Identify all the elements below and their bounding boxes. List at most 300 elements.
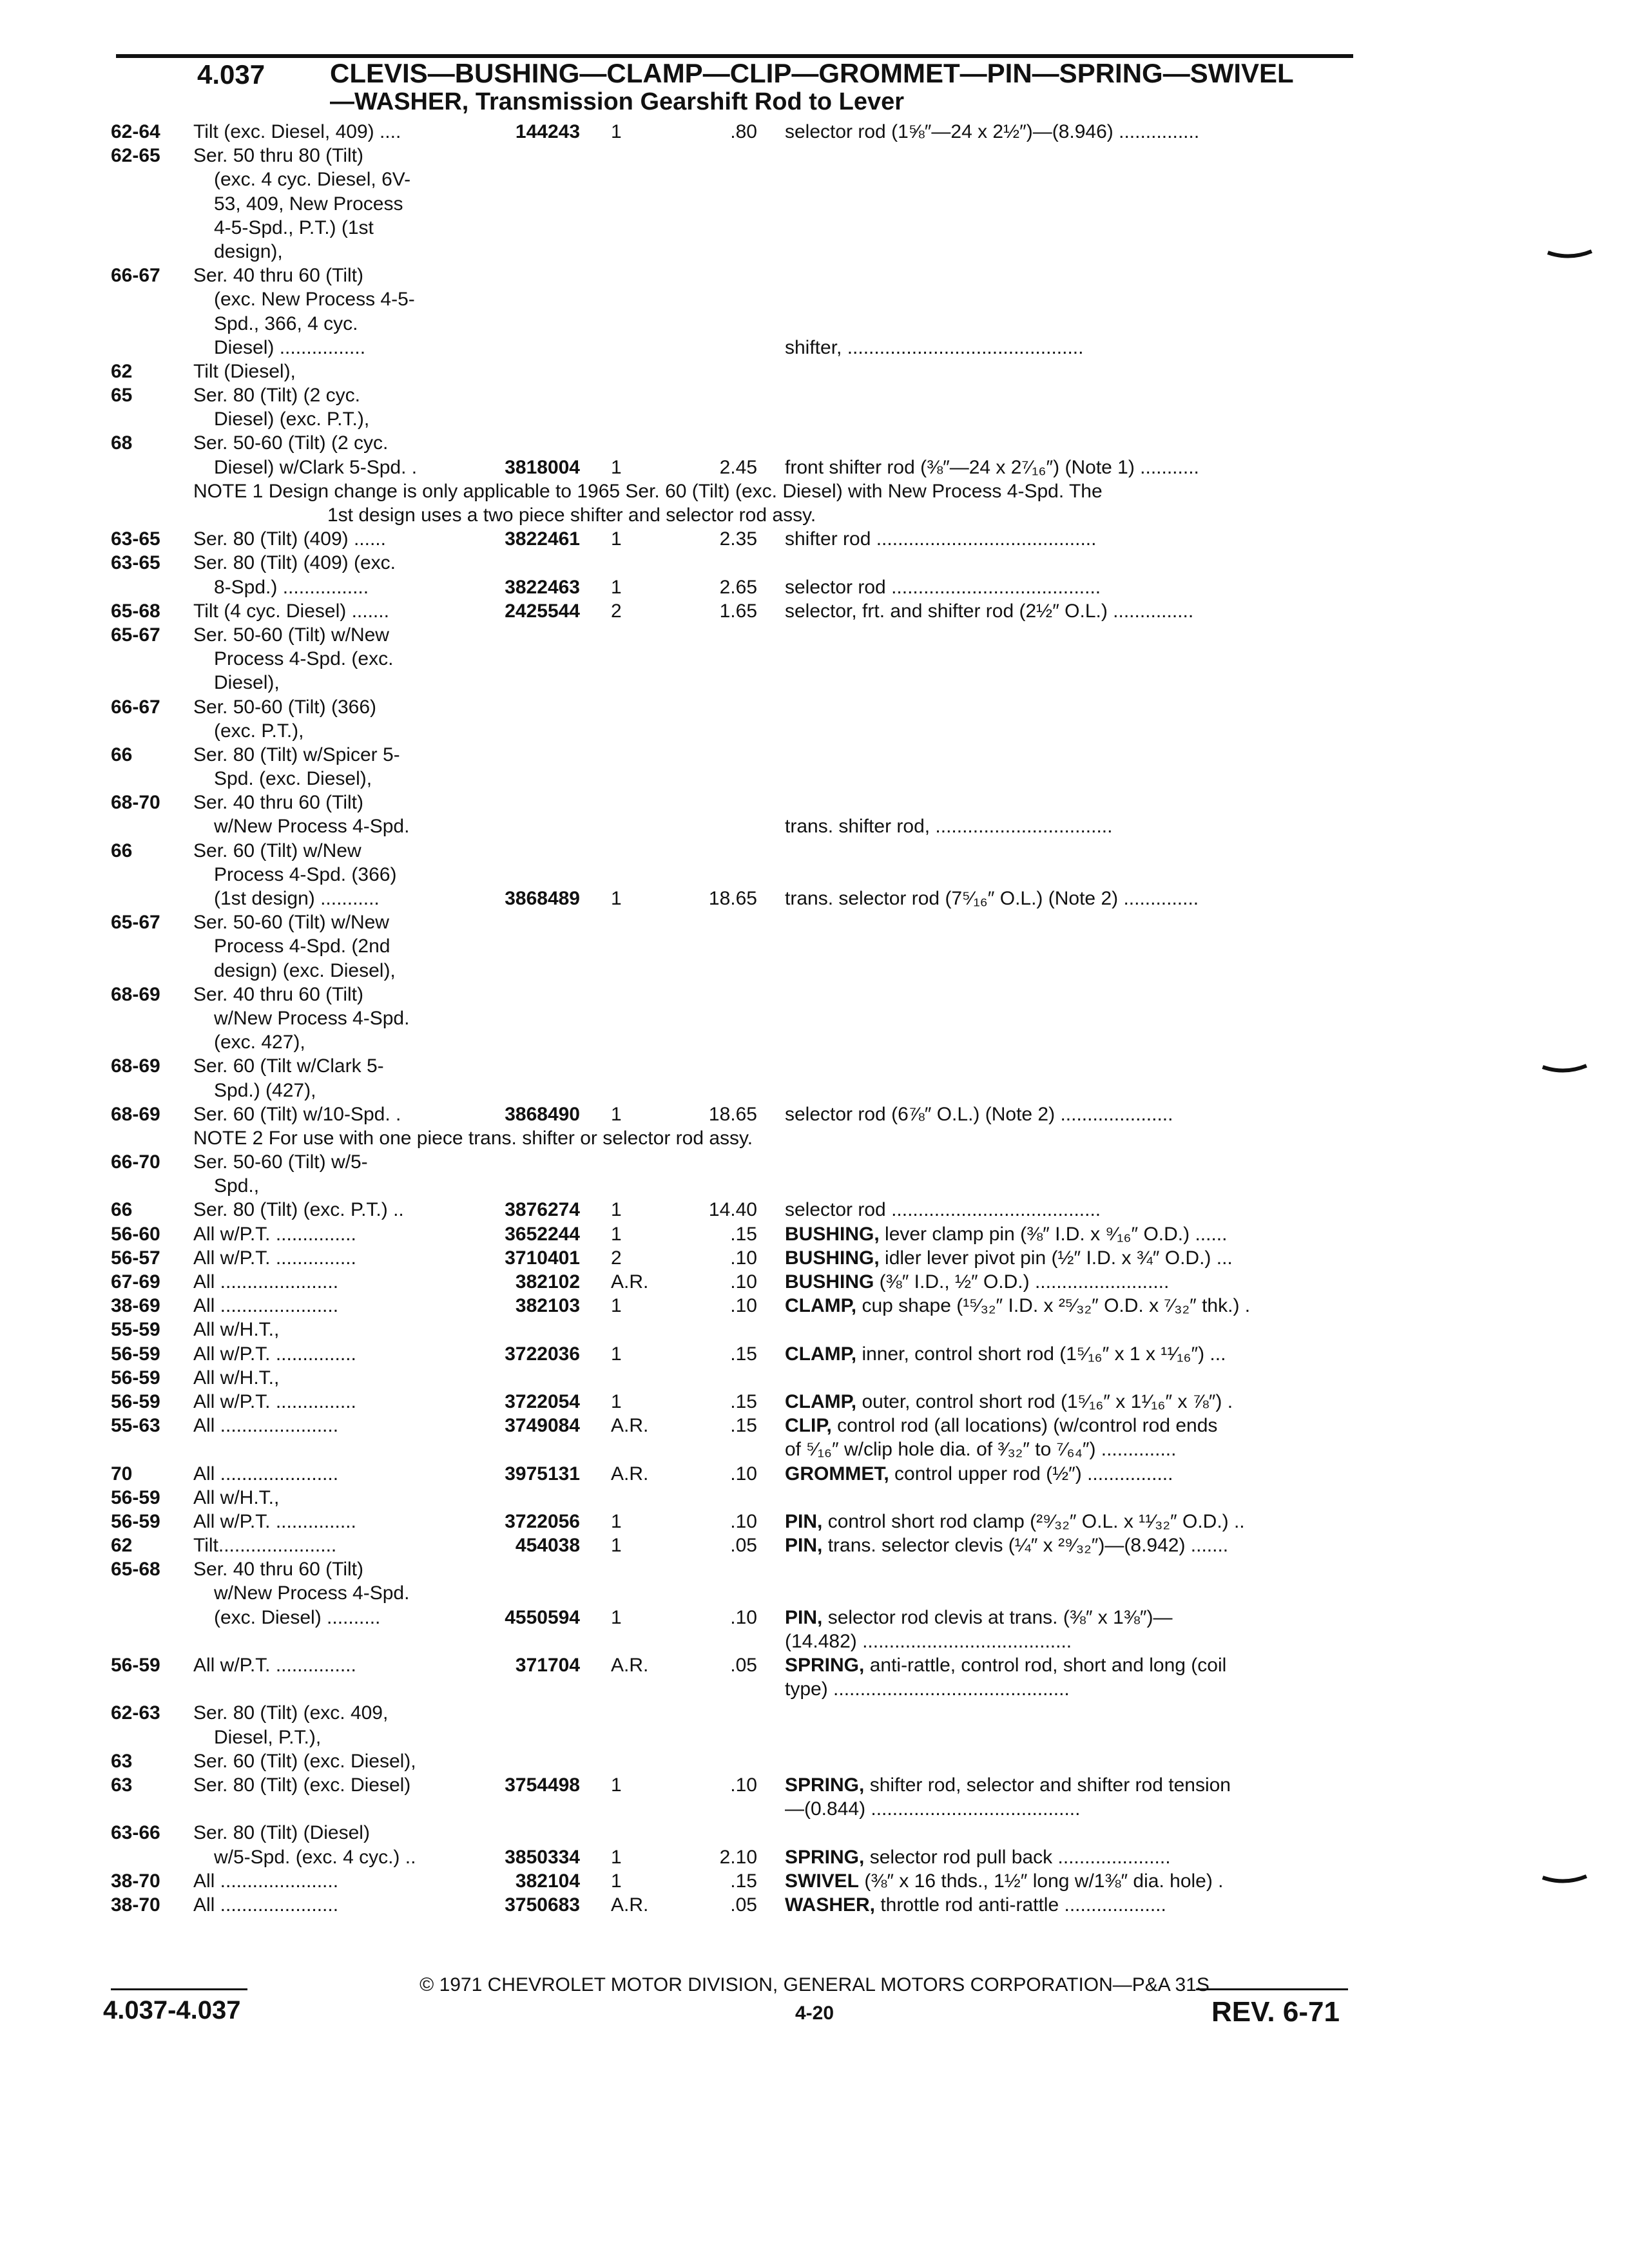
table-row xyxy=(0,1318,1629,1341)
model-years: 38-70 xyxy=(111,1870,160,1892)
part-detail: control upper rod (½″) ................ xyxy=(889,1463,1173,1485)
model-years: 62 xyxy=(111,360,133,382)
quantity: 1 xyxy=(611,121,622,142)
table-row xyxy=(0,1581,1629,1605)
model-years: 56-59 xyxy=(111,1390,160,1412)
part-detail: control short rod clamp (²⁹⁄₃₂″ O.L. x ¹¹⁄₃₂″ O.D.) .. xyxy=(822,1510,1245,1532)
model-years: 62-63 xyxy=(111,1702,160,1724)
application-desc: Process 4-Spd. (366) xyxy=(214,863,397,885)
application-desc: Ser. 80 (Tilt) (Diesel) xyxy=(193,1822,370,1844)
application-desc: (exc. P.T.), xyxy=(214,720,304,742)
table-row xyxy=(0,1342,1629,1366)
part-description xyxy=(785,1510,1245,1533)
application-desc: 4-5-Spd., P.T.) (1st xyxy=(214,216,374,238)
application-desc: Ser. 80 (Tilt) (409) ...... xyxy=(193,528,386,550)
part-name: CLIP, xyxy=(785,1415,832,1437)
part-number: 382103 xyxy=(515,1295,580,1317)
table-row xyxy=(0,910,1629,934)
table-row xyxy=(0,1198,1629,1222)
application-desc: Ser. 40 thru 60 (Tilt) xyxy=(193,265,363,287)
parts-list xyxy=(0,120,1629,1917)
application-desc: Spd.) (427), xyxy=(214,1079,316,1101)
part-name: PIN, xyxy=(785,1606,823,1628)
part-detail: outer, control short rod (1⁵⁄₁₆″ x 1¹⁄₁₆″ x ⅞″) . xyxy=(856,1390,1233,1412)
application-desc: Ser. 60 (Tilt w/Clark 5- xyxy=(193,1055,384,1077)
part-number: 3722054 xyxy=(505,1390,580,1412)
price: 18.65 xyxy=(708,1103,757,1125)
quantity: 2 xyxy=(611,600,622,622)
part-detail: anti-rattle, control rod, short and long (coil xyxy=(864,1655,1227,1676)
part-number: 382102 xyxy=(515,1271,580,1293)
quantity: 1 xyxy=(611,1774,622,1796)
table-row xyxy=(0,1486,1629,1510)
price: .15 xyxy=(730,1390,757,1412)
application-desc: Ser. 80 (Tilt) (exc. Diesel) xyxy=(193,1774,411,1796)
model-years: 56-59 xyxy=(111,1343,160,1365)
price: .05 xyxy=(730,1894,757,1916)
section-number: 4.037 xyxy=(197,59,265,90)
part-name: BUSHING, xyxy=(785,1247,880,1269)
model-years: 65 xyxy=(111,385,133,407)
part-detail: selector rod pull back ..................... xyxy=(864,1846,1171,1868)
application-desc: Ser. 60 (Tilt) w/10-Spd. . xyxy=(193,1103,401,1125)
application-desc: Diesel, P.T.), xyxy=(214,1726,322,1748)
application-desc: (exc. Diesel) .......... xyxy=(214,1606,381,1628)
application-desc: Ser. 80 (Tilt) (2 cyc. xyxy=(193,385,360,407)
part-description xyxy=(785,1102,1173,1126)
part-detail: idler lever pivot pin (½″ I.D. x ¾″ O.D.) ... xyxy=(879,1247,1233,1269)
table-row xyxy=(0,264,1629,287)
table-row xyxy=(0,791,1629,814)
model-years: 70 xyxy=(111,1463,133,1485)
application-desc: (exc. 427), xyxy=(214,1032,305,1053)
model-years: 68-70 xyxy=(111,792,160,814)
table-row xyxy=(0,767,1629,791)
margin-mark xyxy=(1541,1874,1588,1888)
table-row xyxy=(0,1533,1629,1557)
application-desc: Ser. 80 (Tilt) (409) (exc. xyxy=(193,552,396,574)
page-number: 4-20 xyxy=(795,2003,834,2024)
part-name: CLAMP, xyxy=(785,1295,857,1317)
application-desc: w/New Process 4-Spd. xyxy=(214,816,410,838)
table-row xyxy=(0,312,1629,336)
table-row xyxy=(0,1677,1629,1701)
part-description xyxy=(785,599,1193,623)
model-years: 56-59 xyxy=(111,1486,160,1508)
part-description xyxy=(785,1629,1072,1653)
part-name: SPRING, xyxy=(785,1655,865,1676)
part-name: BUSHING, xyxy=(785,1223,880,1245)
part-description xyxy=(785,1533,1228,1557)
part-detail: selector, frt. and shifter rod (2½″ O.L.) ............... xyxy=(785,600,1194,622)
part-number: 454038 xyxy=(515,1535,580,1557)
part-detail: shifter rod ......................................... xyxy=(785,528,1097,550)
application-desc: Ser. 60 (Tilt) w/New xyxy=(193,840,361,861)
price: .15 xyxy=(730,1343,757,1365)
table-row xyxy=(0,1606,1629,1629)
application-desc: Tilt (exc. Diesel, 409) .... xyxy=(193,121,401,142)
part-description xyxy=(785,1342,1226,1366)
note-row xyxy=(0,1126,1629,1150)
application-desc: All ...................... xyxy=(193,1295,339,1317)
table-row xyxy=(0,647,1629,671)
part-detail: trans. selector clevis (¼″ x ²⁹⁄₃₂″)—(8.942) ....... xyxy=(822,1535,1229,1557)
table-row xyxy=(0,1893,1629,1917)
application-desc: w/New Process 4-Spd. xyxy=(214,1582,410,1604)
price: .10 xyxy=(730,1606,757,1628)
model-years: 63 xyxy=(111,1774,133,1796)
model-years: 67-69 xyxy=(111,1271,160,1293)
model-years: 68-69 xyxy=(111,1055,160,1077)
table-row xyxy=(0,1749,1629,1773)
application-desc: All w/H.T., xyxy=(193,1486,280,1508)
application-desc: All w/P.T. ............... xyxy=(193,1655,356,1676)
part-detail: trans. shifter rod, ................................. xyxy=(785,816,1113,838)
table-row xyxy=(0,1006,1629,1030)
quantity: A.R. xyxy=(611,1463,649,1485)
part-number: 3868489 xyxy=(505,888,580,909)
application-desc: All w/H.T., xyxy=(193,1319,280,1341)
price: .15 xyxy=(730,1415,757,1437)
model-years: 65-68 xyxy=(111,1559,160,1581)
quantity: A.R. xyxy=(611,1655,649,1676)
model-years: 68-69 xyxy=(111,1103,160,1125)
table-row xyxy=(0,1054,1629,1078)
table-row xyxy=(0,360,1629,383)
model-years: 66 xyxy=(111,1199,133,1221)
model-years: 65-67 xyxy=(111,624,160,646)
application-desc: Spd., xyxy=(214,1175,260,1197)
application-desc: Tilt (4 cyc. Diesel) ....... xyxy=(193,600,389,622)
table-row xyxy=(0,983,1629,1006)
model-years: 55-59 xyxy=(111,1319,160,1341)
part-name: PIN, xyxy=(785,1510,823,1532)
part-detail: —(0.844) ....................................... xyxy=(785,1798,1081,1820)
table-row xyxy=(0,863,1629,887)
price: 2.45 xyxy=(719,456,757,478)
table-row xyxy=(0,934,1629,958)
part-description xyxy=(785,1677,1070,1701)
part-description xyxy=(785,1797,1080,1821)
margin-mark xyxy=(1541,1063,1588,1077)
quantity: 1 xyxy=(611,1295,622,1317)
application-desc: All ...................... xyxy=(193,1271,339,1293)
part-number: 3710401 xyxy=(505,1247,580,1269)
application-desc: Ser. 40 thru 60 (Tilt) xyxy=(193,1559,363,1581)
part-description xyxy=(785,1390,1233,1414)
quantity: A.R. xyxy=(611,1415,649,1437)
part-number: 3750683 xyxy=(505,1894,580,1916)
part-detail: throttle rod anti-rattle ................... xyxy=(875,1894,1166,1916)
table-row xyxy=(0,814,1629,838)
model-years: 38-70 xyxy=(111,1894,160,1916)
margin-mark xyxy=(1547,249,1593,263)
application-desc: design), xyxy=(214,240,283,262)
model-years: 63-65 xyxy=(111,528,160,550)
application-desc: Diesel) (exc. P.T.), xyxy=(214,408,370,430)
application-desc: (1st design) ........... xyxy=(214,888,380,909)
part-number: 3652244 xyxy=(505,1223,580,1245)
note-row xyxy=(0,479,1629,503)
price: .05 xyxy=(730,1535,757,1557)
table-row xyxy=(0,1462,1629,1486)
part-name: WASHER, xyxy=(785,1894,876,1916)
application-desc: Spd. (exc. Diesel), xyxy=(214,768,372,790)
application-desc: Ser. 50-60 (Tilt) w/5- xyxy=(193,1151,368,1173)
application-desc: All w/P.T. ............... xyxy=(193,1510,356,1532)
table-row xyxy=(0,1821,1629,1845)
part-detail: shifter rod, selector and shifter rod tension xyxy=(864,1774,1231,1796)
price: 2.35 xyxy=(719,528,757,550)
part-detail: inner, control short rod (1⁵⁄₁₆″ x 1 x ¹¹⁄₁₆″) ... xyxy=(856,1343,1226,1365)
application-desc: Ser. 40 thru 60 (Tilt) xyxy=(193,792,363,814)
part-number: 3850334 xyxy=(505,1846,580,1868)
table-row xyxy=(0,599,1629,623)
model-years: 66 xyxy=(111,744,133,765)
quantity: 1 xyxy=(611,576,622,598)
part-detail: selector rod (6⅞″ O.L.) (Note 2) ..................... xyxy=(785,1103,1173,1125)
application-desc: All ...................... xyxy=(193,1463,339,1485)
table-row xyxy=(0,719,1629,743)
part-description xyxy=(785,1270,1169,1294)
note-text: NOTE 1 Design change is only applicable to 1965 Ser. 60 (Tilt) (exc. Diesel) with New Process 4-Spd. The xyxy=(193,480,1103,502)
quantity: 1 xyxy=(611,1846,622,1868)
table-row xyxy=(0,1437,1629,1461)
table-row xyxy=(0,1797,1629,1821)
table-row xyxy=(0,1629,1629,1653)
application-desc: All ...................... xyxy=(193,1415,339,1437)
application-desc: All w/P.T. ............... xyxy=(193,1390,356,1412)
part-name: GROMMET, xyxy=(785,1463,889,1485)
table-row xyxy=(0,431,1629,455)
copyright-line: © 1971 CHEVROLET MOTOR DIVISION, GENERAL MOTORS CORPORATION—P&A 31S xyxy=(419,1974,1210,1995)
part-number: 3822463 xyxy=(505,576,580,598)
quantity: 1 xyxy=(611,1510,622,1532)
note-text: 1st design uses a two piece shifter and selector rod assy. xyxy=(327,505,816,526)
part-name: BUSHING xyxy=(785,1271,874,1293)
model-years: 65-67 xyxy=(111,912,160,934)
quantity: A.R. xyxy=(611,1271,649,1293)
application-desc: All w/H.T., xyxy=(193,1367,280,1389)
part-detail: front shifter rod (⅜″—24 x 2⁷⁄₁₆″) (Note 1) ........... xyxy=(785,456,1199,478)
table-row xyxy=(0,527,1629,551)
part-detail: trans. selector rod (7⁵⁄₁₆″ O.L.) (Note 2) .............. xyxy=(785,888,1199,909)
note-text: NOTE 2 For use with one piece trans. shifter or selector rod assy. xyxy=(193,1127,753,1149)
table-row xyxy=(0,456,1629,479)
part-detail: selector rod ....................................... xyxy=(785,1199,1101,1221)
model-years: 66-67 xyxy=(111,265,160,287)
table-row xyxy=(0,671,1629,695)
price: 2.65 xyxy=(719,576,757,598)
application-desc: Tilt...................... xyxy=(193,1535,337,1557)
model-years: 56-59 xyxy=(111,1655,160,1676)
part-description xyxy=(785,1893,1166,1917)
part-description xyxy=(785,1606,1172,1629)
model-years: 62 xyxy=(111,1535,133,1557)
application-desc: All w/P.T. ............... xyxy=(193,1247,356,1269)
quantity: 1 xyxy=(611,1223,622,1245)
application-desc: All ...................... xyxy=(193,1870,339,1892)
part-detail: (⅜″ I.D., ½″ O.D.) ......................... xyxy=(874,1271,1170,1293)
model-years: 63-66 xyxy=(111,1822,160,1844)
model-years: 56-57 xyxy=(111,1247,160,1269)
table-row xyxy=(0,1510,1629,1533)
quantity: 1 xyxy=(611,888,622,909)
model-years: 55-63 xyxy=(111,1415,160,1437)
part-number: 382104 xyxy=(515,1870,580,1892)
application-desc: (exc. New Process 4-5- xyxy=(214,289,415,311)
table-row xyxy=(0,120,1629,144)
application-desc: Ser. 80 (Tilt) (exc. 409, xyxy=(193,1702,389,1724)
application-desc: All w/P.T. ............... xyxy=(193,1223,356,1245)
application-desc: Ser. 50 thru 80 (Tilt) xyxy=(193,145,363,167)
part-detail: type) ............................................ xyxy=(785,1678,1070,1700)
table-row xyxy=(0,1270,1629,1294)
part-detail: selector rod ....................................... xyxy=(785,576,1101,598)
part-name: SPRING, xyxy=(785,1846,865,1868)
section-title xyxy=(330,59,1294,116)
table-row xyxy=(0,1773,1629,1797)
part-description xyxy=(785,1653,1226,1677)
table-row xyxy=(0,623,1629,647)
part-detail: shifter, ............................................ xyxy=(785,336,1084,358)
table-row xyxy=(0,1079,1629,1102)
application-desc: Tilt (Diesel), xyxy=(193,360,296,382)
table-row xyxy=(0,575,1629,599)
table-row xyxy=(0,1150,1629,1174)
part-description xyxy=(785,120,1199,144)
application-desc: Ser. 50-60 (Tilt) (2 cyc. xyxy=(193,432,389,454)
table-row xyxy=(0,336,1629,360)
model-years: 38-69 xyxy=(111,1295,160,1317)
price: .10 xyxy=(730,1295,757,1317)
part-detail: (⅜″ x 16 thds., 1½″ long w/1⅜″ dia. hole) . xyxy=(859,1870,1224,1892)
table-row xyxy=(0,144,1629,168)
application-desc: 8-Spd.) ................ xyxy=(214,576,369,598)
application-desc: Spd., 366, 4 cyc. xyxy=(214,312,358,334)
application-desc: Ser. 80 (Tilt) w/Spicer 5- xyxy=(193,744,400,765)
model-years: 65-68 xyxy=(111,600,160,622)
price: .10 xyxy=(730,1463,757,1485)
model-years: 56-59 xyxy=(111,1367,160,1389)
part-description xyxy=(785,527,1096,551)
part-number: 3749084 xyxy=(505,1415,580,1437)
part-description xyxy=(785,1294,1250,1318)
table-row xyxy=(0,1030,1629,1054)
model-years: 63-65 xyxy=(111,552,160,574)
revision: REV. 6-71 xyxy=(1211,1996,1340,2028)
table-row xyxy=(0,1390,1629,1414)
table-row xyxy=(0,1701,1629,1725)
part-number: 3975131 xyxy=(505,1463,580,1485)
part-number: 371704 xyxy=(515,1655,580,1676)
quantity: 1 xyxy=(611,1606,622,1628)
model-years: 56-60 xyxy=(111,1223,160,1245)
part-number: 3722036 xyxy=(505,1343,580,1365)
table-row xyxy=(0,1869,1629,1893)
table-row xyxy=(0,1102,1629,1126)
application-desc: Ser. 50-60 (Tilt) w/New xyxy=(193,912,389,934)
table-row xyxy=(0,743,1629,767)
quantity: 1 xyxy=(611,528,622,550)
table-row xyxy=(0,192,1629,216)
part-number: 3722056 xyxy=(505,1510,580,1532)
price: .05 xyxy=(730,1655,757,1676)
part-number: 4550594 xyxy=(505,1606,580,1628)
part-description xyxy=(785,1437,1176,1461)
quantity: 1 xyxy=(611,1390,622,1412)
part-description xyxy=(785,1222,1227,1246)
price: 14.40 xyxy=(708,1199,757,1221)
part-detail: cup shape (¹⁵⁄₃₂″ I.D. x ²⁵⁄₃₂″ O.D. x ⁷⁄₃₂″ thk.) . xyxy=(856,1295,1251,1317)
application-desc: All w/P.T. ............... xyxy=(193,1343,356,1365)
part-description xyxy=(785,1773,1231,1797)
part-detail: of ⁵⁄₁₆″ w/clip hole dia. of ³⁄₃₂″ to ⁷⁄₆₄″) .............. xyxy=(785,1439,1177,1461)
application-desc: 53, 409, New Process xyxy=(214,193,403,215)
part-description xyxy=(785,456,1199,479)
price: .10 xyxy=(730,1271,757,1293)
price: 2.10 xyxy=(719,1846,757,1868)
section-title-line1: CLEVIS—BUSHING—CLAMP—CLIP—GROMMET—PIN—SPRING—SWIVEL xyxy=(330,58,1294,88)
table-row xyxy=(0,1557,1629,1581)
table-row xyxy=(0,1246,1629,1270)
quantity: 1 xyxy=(611,1199,622,1221)
quantity: A.R. xyxy=(611,1894,649,1916)
price: .15 xyxy=(730,1870,757,1892)
application-desc: Ser. 50-60 (Tilt) w/New xyxy=(193,624,389,646)
part-number: 3876274 xyxy=(505,1199,580,1221)
quantity: 1 xyxy=(611,1535,622,1557)
part-number: 3822461 xyxy=(505,528,580,550)
part-name: SWIVEL xyxy=(785,1870,860,1892)
application-desc: (exc. 4 cyc. Diesel, 6V- xyxy=(214,169,411,191)
application-desc: design) (exc. Diesel), xyxy=(214,959,396,981)
table-row xyxy=(0,168,1629,191)
price: .10 xyxy=(730,1247,757,1269)
part-number: 3754498 xyxy=(505,1774,580,1796)
price: .10 xyxy=(730,1510,757,1532)
part-number: 3868490 xyxy=(505,1103,580,1125)
part-number: 3818004 xyxy=(505,456,580,478)
quantity: 1 xyxy=(611,1870,622,1892)
price: .15 xyxy=(730,1223,757,1245)
table-row xyxy=(0,551,1629,575)
application-desc: Process 4-Spd. (2nd xyxy=(214,936,390,957)
part-name: CLAMP, xyxy=(785,1390,857,1412)
application-desc: All ...................... xyxy=(193,1894,339,1916)
table-row xyxy=(0,959,1629,983)
model-years: 66-67 xyxy=(111,696,160,718)
page-range: 4.037-4.037 xyxy=(103,1996,241,2024)
table-row xyxy=(0,1366,1629,1390)
price: .10 xyxy=(730,1774,757,1796)
part-name: PIN, xyxy=(785,1535,823,1557)
part-description xyxy=(785,814,1112,838)
part-detail: lever clamp pin (⅜″ I.D. x ⁹⁄₁₆″ O.D.) ...... xyxy=(879,1223,1228,1245)
application-desc: w/New Process 4-Spd. xyxy=(214,1007,410,1029)
part-description xyxy=(785,336,1083,360)
part-description xyxy=(785,575,1101,599)
quantity: 1 xyxy=(611,1343,622,1365)
application-desc: Ser. 50-60 (Tilt) (366) xyxy=(193,696,376,718)
model-years: 68-69 xyxy=(111,983,160,1005)
table-row xyxy=(0,407,1629,431)
quantity: 2 xyxy=(611,1247,622,1269)
table-row xyxy=(0,240,1629,264)
table-row xyxy=(0,695,1629,719)
part-name: SPRING, xyxy=(785,1774,865,1796)
model-years: 68 xyxy=(111,432,133,454)
